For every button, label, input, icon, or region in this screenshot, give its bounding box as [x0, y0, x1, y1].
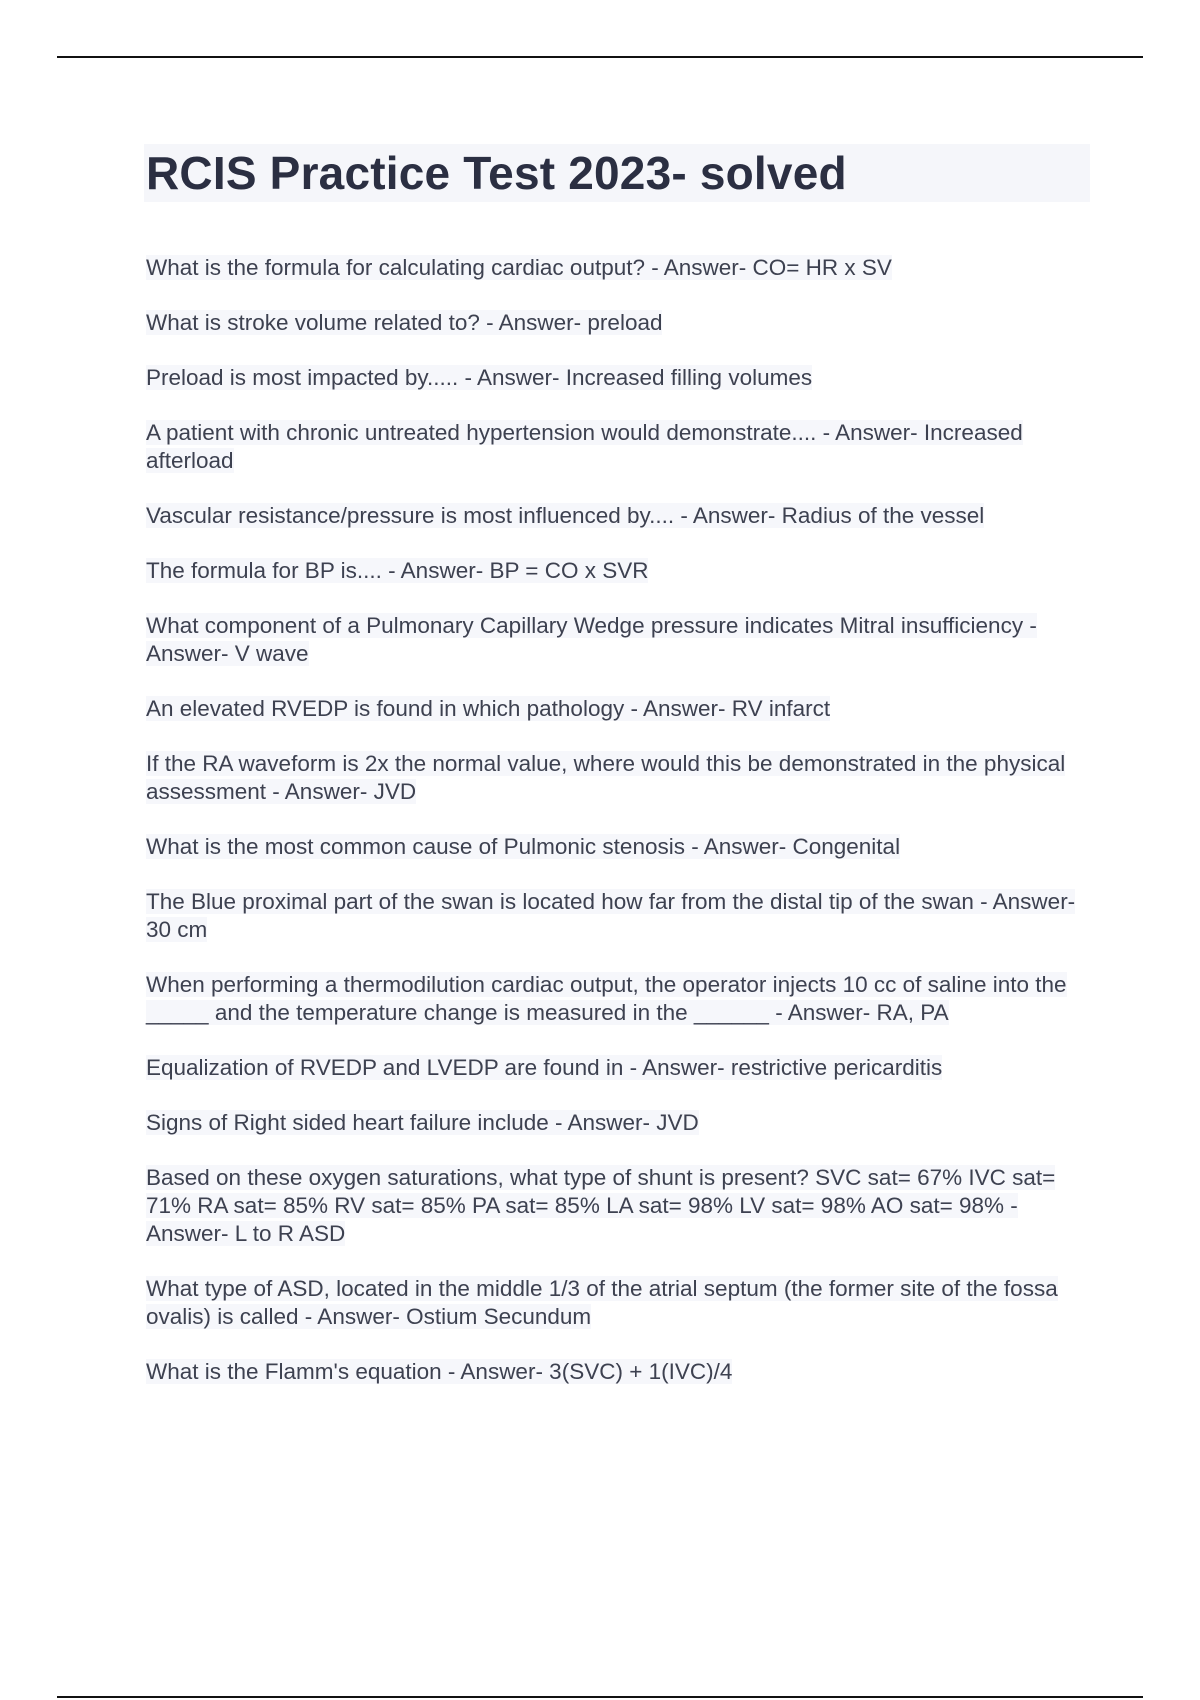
qa-text: What is stroke volume related to? - Answer- preload: [146, 310, 663, 335]
qa-item: [146, 612, 1081, 668]
qa-text: Preload is most impacted by..... - Answer- Increased filling volumes: [146, 365, 813, 390]
qa-item: [146, 557, 1081, 585]
qa-item: [146, 695, 1081, 723]
qa-text: The formula for BP is.... - Answer- BP = CO x SVR: [146, 558, 649, 583]
qa-item: [146, 1054, 1081, 1082]
qa-list: [146, 254, 1092, 1413]
qa-text: Signs of Right sided heart failure include - Answer- JVD: [146, 1110, 699, 1135]
qa-item: [146, 1275, 1081, 1331]
qa-text: The Blue proximal part of the swan is located how far from the distal tip of the swan - Answer- 30 cm: [146, 889, 1076, 942]
qa-text: A patient with chronic untreated hypertension would demonstrate.... - Answer- Increased afterload: [146, 420, 1023, 473]
qa-item: [146, 364, 1081, 392]
qa-text: What is the Flamm's equation - Answer- 3(SVC) + 1(IVC)/4: [146, 1359, 733, 1384]
qa-text: What component of a Pulmonary Capillary Wedge pressure indicates Mitral insufficiency - Answer- V wave: [146, 613, 1037, 666]
qa-text: When performing a thermodilution cardiac output, the operator injects 10 cc of saline into the _____ and the temperature change is measured in the ______ - Answer- RA, PA: [146, 972, 1067, 1025]
qa-item: [146, 750, 1081, 806]
qa-item: [146, 1109, 1081, 1137]
qa-item: [146, 1358, 1081, 1386]
qa-text: Vascular resistance/pressure is most influenced by.... - Answer- Radius of the vessel: [146, 503, 985, 528]
qa-text: If the RA waveform is 2x the normal value, where would this be demonstrated in the physical assessment - Answer- JVD: [146, 751, 1066, 804]
qa-item: [146, 833, 1081, 861]
qa-item: [146, 254, 1081, 282]
qa-item: [146, 888, 1081, 944]
qa-item: [146, 309, 1081, 337]
qa-text: Equalization of RVEDP and LVEDP are found in - Answer- restrictive pericarditis: [146, 1055, 943, 1080]
qa-text: Based on these oxygen saturations, what type of shunt is present? SVC sat= 67% IVC sat= 71% RA sat= 85% RV sat= 85% PA sat= 85% LA sat= 98% LV sat= 98% AO sat= 98% - Answer- L to R ASD: [146, 1165, 1056, 1246]
qa-item: [146, 971, 1081, 1027]
qa-text: What is the formula for calculating cardiac output? - Answer- CO= HR x SV: [146, 255, 892, 280]
top-divider: [57, 56, 1143, 58]
qa-text: What is the most common cause of Pulmonic stenosis - Answer- Congenital: [146, 834, 901, 859]
qa-item: [146, 502, 1081, 530]
qa-item: [146, 419, 1081, 475]
bottom-divider: [57, 1696, 1143, 1698]
page-title: RCIS Practice Test 2023- solved: [146, 147, 847, 199]
qa-text: An elevated RVEDP is found in which pathology - Answer- RV infarct: [146, 696, 831, 721]
qa-item: [146, 1164, 1081, 1248]
qa-text: What type of ASD, located in the middle 1/3 of the atrial septum (the former site of the fossa ovalis) is called - Answer- Ostium Secundum: [146, 1276, 1058, 1329]
